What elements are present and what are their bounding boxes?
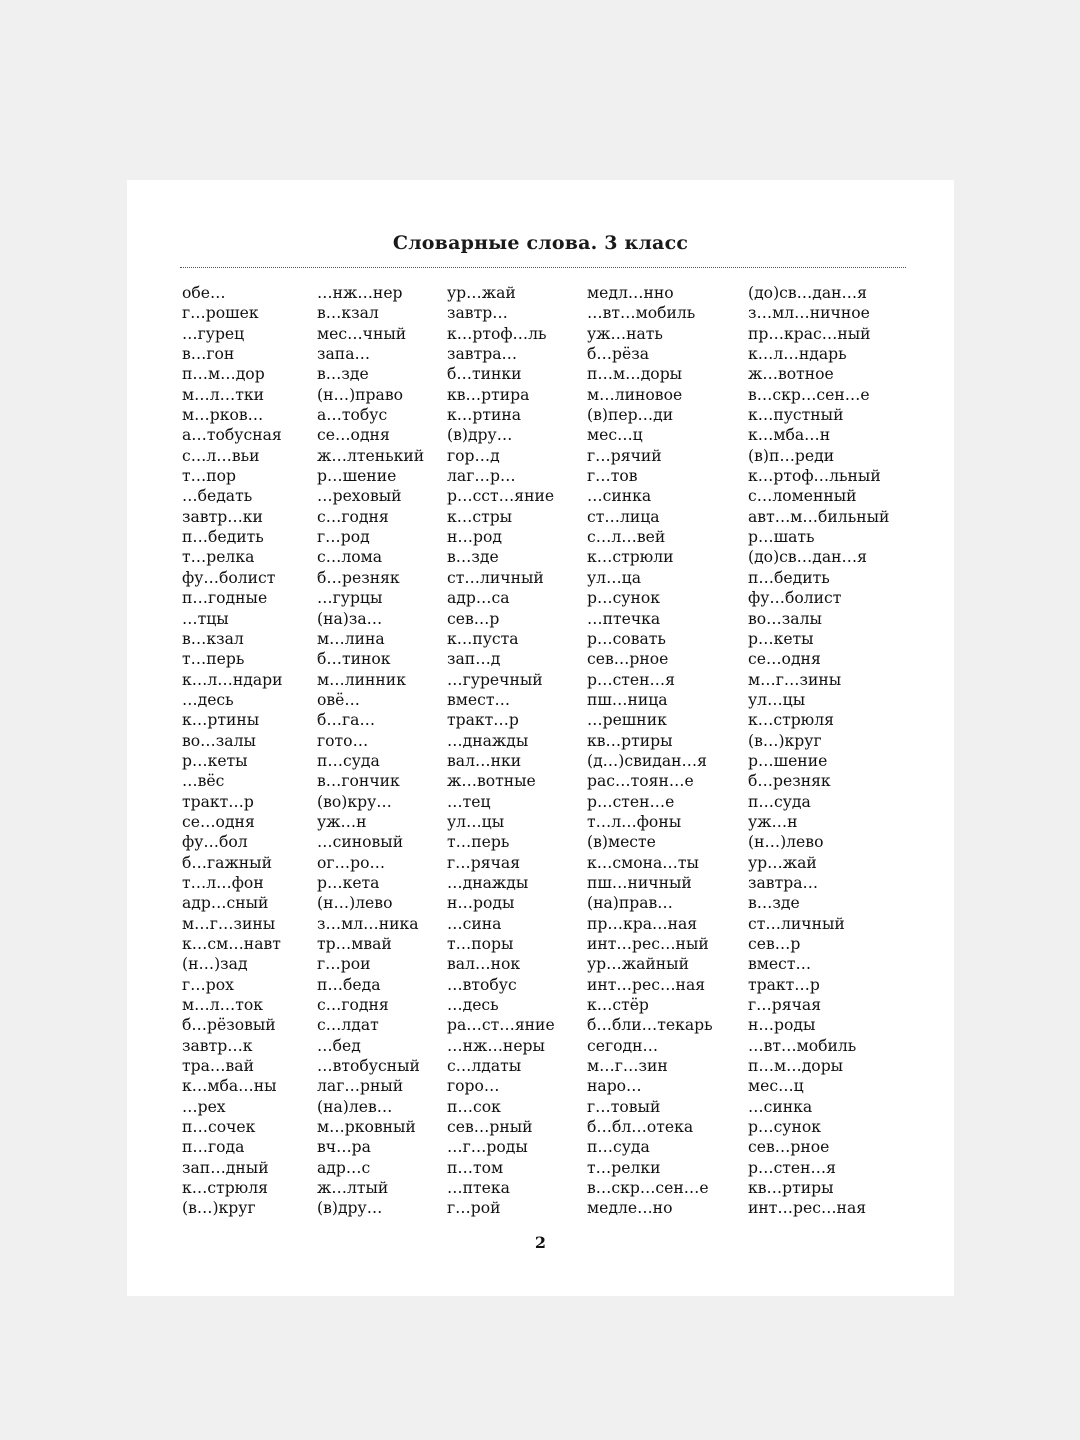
word-item: …днажды (447, 731, 529, 750)
word-item: в…кзал (182, 629, 244, 648)
word-item: п…сок (447, 1097, 501, 1116)
word-item: фу…болист (748, 589, 842, 608)
word-item: р…сунок (587, 589, 661, 608)
word-item: …синка (587, 487, 652, 506)
word-item: р…шать (748, 528, 815, 547)
word-item: …рех (182, 1097, 226, 1116)
word-item: в…кзал (317, 304, 379, 323)
word-item: т…пор (182, 467, 236, 486)
word-item: …решник (587, 711, 667, 730)
word-item: во…залы (748, 609, 822, 628)
word-item: (н…)лево (317, 894, 393, 913)
word-item: фу…болист (182, 568, 276, 587)
word-item: ж…лтенький (317, 446, 425, 465)
word-item: к…смона…ты (587, 853, 699, 872)
word-item: п…том (447, 1158, 504, 1177)
word-item: к…ртоф…ль (447, 324, 547, 343)
word-item: (в…)круг (182, 1199, 256, 1218)
word-item: …гурец (182, 324, 245, 343)
word-item: к…ртина (447, 406, 522, 425)
word-item: з…мл…ничное (748, 304, 870, 323)
word-item: п…суда (587, 1138, 650, 1157)
word-item: се…одня (317, 426, 390, 445)
word-item: ж…вотные (447, 772, 536, 791)
word-item: к…ртины (182, 711, 260, 730)
word-item: р…кеты (748, 629, 814, 648)
word-item: рас…тоян…е (587, 772, 694, 791)
word-item: т…л…фоны (587, 812, 682, 831)
word-item: к…стры (447, 507, 513, 526)
word-item: сев…рное (587, 650, 669, 669)
word-item: зап…д (447, 650, 501, 669)
word-item: ж…лтый (317, 1179, 389, 1198)
word-item: адр…са (447, 589, 510, 608)
word-item: м…г…зины (748, 670, 842, 689)
word-item: с…ломенный (748, 487, 857, 506)
word-item: во…залы (182, 731, 256, 750)
word-item: уж…н (317, 812, 367, 831)
word-item: п…суда (748, 792, 811, 811)
word-item: сев…р (447, 609, 500, 628)
word-item: к…стрюля (748, 711, 835, 730)
word-item: г…рячий (587, 446, 662, 465)
word-item: завтра… (748, 873, 819, 892)
word-item: гор…д (447, 446, 500, 465)
word-column-2 (317, 283, 424, 1219)
word-item: м…л…тки (182, 385, 264, 404)
word-item: п…годные (182, 589, 268, 608)
word-item: пр…крас…ный (748, 324, 871, 343)
word-item: к…см…навт (182, 935, 281, 953)
word-item: м…рковный (317, 1118, 416, 1137)
word-item: …тцы (182, 609, 229, 628)
word-item: кв…ртиры (587, 731, 673, 750)
word-item: лаг…рный (317, 1077, 404, 1096)
word-item: ур…жай (447, 284, 516, 302)
word-item: лаг…р… (447, 467, 516, 486)
word-item: р…кета (317, 873, 380, 892)
word-item: в…гон (182, 345, 235, 364)
word-item: с…годня (317, 996, 389, 1015)
word-column-4 (587, 283, 713, 1219)
word-item: …десь (447, 996, 499, 1015)
word-item: к…стёр (587, 996, 649, 1015)
word-item: б…бли…текарь (587, 1016, 713, 1035)
worksheet-page (127, 180, 954, 1296)
word-item: …гурцы (317, 589, 383, 608)
word-item: г…тов (587, 467, 638, 486)
word-column-3 (447, 283, 555, 1219)
word-item: вмест… (748, 955, 812, 974)
word-item: …реховый (317, 487, 402, 506)
word-item: м…рков… (182, 406, 264, 425)
word-item: б…рёзовый (182, 1016, 276, 1035)
word-item: м…линовое (587, 385, 683, 404)
word-item: (до)св…дан…я (748, 548, 867, 567)
word-item: адр…сный (182, 894, 269, 913)
word-item: кв…ртира (447, 385, 530, 404)
word-item: м…г…зин (587, 1057, 668, 1076)
word-item: к…стрюли (587, 548, 674, 567)
word-item: (в)дру… (317, 1199, 383, 1218)
word-item: …вт…мобиль (587, 304, 696, 323)
word-item: г…рои (317, 955, 371, 974)
word-item: ур…жайный (587, 955, 689, 974)
word-item: (во)кру… (317, 792, 392, 811)
word-item: …сина (447, 914, 502, 933)
word-item: сев…р (748, 935, 801, 953)
word-item: мес…ц (748, 1077, 804, 1096)
word-item: р…стен…я (587, 670, 675, 689)
word-item: т…поры (447, 935, 514, 953)
word-item: р…стен…е (587, 792, 675, 811)
word-item: …г…роды (447, 1138, 528, 1157)
word-item: ж…вотное (748, 365, 834, 384)
word-item: запа… (317, 345, 371, 364)
word-item: (н…)право (317, 385, 403, 404)
word-item: в…зде (317, 365, 369, 384)
word-item: г…рячая (748, 996, 822, 1015)
page-title: Словарные слова. 3 класс (392, 232, 689, 254)
word-item: з…мл…ника (317, 914, 419, 933)
word-item: в…гончик (317, 772, 400, 791)
word-item: к…стрюля (182, 1179, 269, 1198)
word-item: пр…кра…ная (587, 914, 698, 933)
word-item: (на)за… (317, 609, 383, 628)
word-item: …синка (748, 1097, 813, 1116)
word-item: м…лина (317, 629, 385, 648)
dotted-divider (180, 267, 906, 268)
word-item: ул…ца (587, 568, 641, 587)
word-item: в…скр…сен…е (748, 385, 870, 404)
word-item: г…рой (447, 1199, 501, 1218)
word-item: б…тинки (447, 365, 522, 384)
word-item: в…зде (748, 894, 800, 913)
word-item: адр…с (317, 1158, 371, 1177)
word-item: п…беда (317, 975, 381, 994)
word-item: м…линник (317, 670, 406, 689)
word-item: к…л…ндари (182, 670, 283, 689)
word-item: …птечка (587, 609, 661, 628)
word-item: н…роды (748, 1016, 816, 1035)
word-item: т…перь (447, 833, 510, 852)
word-item: медл…нно (587, 284, 674, 302)
word-item: се…одня (748, 650, 821, 669)
word-item: гото… (317, 731, 369, 750)
word-item: (в)пер…ди (587, 406, 674, 425)
word-item: горо… (447, 1077, 500, 1096)
word-item: тракт…р (748, 975, 820, 994)
word-item: м…г…зины (182, 914, 276, 933)
word-item: с…л…вей (587, 528, 666, 547)
word-item: с…лома (317, 548, 383, 567)
word-item: зап…дный (182, 1158, 269, 1177)
word-item: завтр…ки (182, 507, 263, 526)
word-item: п…года (182, 1138, 245, 1157)
word-item: …вт…мобиль (748, 1036, 857, 1055)
word-item: б…рёза (587, 345, 649, 364)
word-item: к…пуста (447, 629, 519, 648)
word-item: п…бедить (748, 568, 830, 587)
word-item: т…релки (587, 1158, 661, 1177)
word-item: б…резняк (317, 568, 400, 587)
word-item: ог…ро… (317, 853, 386, 872)
word-item: ра…ст…яние (447, 1016, 555, 1035)
word-item: с…годня (317, 507, 389, 526)
word-item: медле…но (587, 1199, 673, 1218)
word-item: к…ртоф…льный (748, 467, 881, 486)
word-item: к…пустный (748, 406, 844, 425)
word-item: (н…)лево (748, 833, 824, 852)
word-item: т…релка (182, 548, 255, 567)
word-item: ст…личный (748, 914, 845, 933)
word-item: …птека (447, 1179, 510, 1198)
word-column-5 (748, 283, 889, 1219)
word-item: (на)лев… (317, 1097, 393, 1116)
word-item: (н…)зад (182, 955, 248, 974)
page-number: 2 (534, 1233, 547, 1252)
word-item: г…рох (182, 975, 234, 994)
word-item: н…род (447, 528, 502, 547)
word-item: …втобус (447, 975, 517, 994)
word-item: …тец (447, 792, 491, 811)
word-item: тракт…р (182, 792, 254, 811)
word-item: г…род (317, 528, 370, 547)
word-item: тракт…р (447, 711, 519, 730)
word-item: п…бедить (182, 528, 264, 547)
word-item: б…га… (317, 711, 376, 730)
word-item: в…скр…сен…е (587, 1179, 709, 1198)
word-item: г…рошек (182, 304, 259, 323)
word-item: к…мба…н (748, 426, 831, 445)
word-item: се…одня (182, 812, 255, 831)
word-item: инт…рес…ная (748, 1199, 867, 1218)
word-item: п…суда (317, 751, 380, 770)
word-item: р…сунок (748, 1118, 822, 1137)
word-item: ст…личный (447, 568, 544, 587)
word-item: инт…рес…ный (587, 935, 709, 953)
word-item: б…тинок (317, 650, 391, 669)
word-item: вал…нок (447, 955, 521, 974)
word-item: уж…нать (587, 324, 663, 343)
word-item: сев…рное (748, 1138, 830, 1157)
word-item: инт…рес…ная (587, 975, 706, 994)
word-item: фу…бол (182, 833, 248, 852)
word-item: овё… (317, 690, 360, 709)
word-item: р…совать (587, 629, 666, 648)
word-item: б…резняк (748, 772, 831, 791)
word-item: (в)п…реди (748, 446, 835, 465)
word-item: ст…лица (587, 507, 660, 526)
word-item: …нж…нер (317, 284, 403, 302)
word-item: уж…н (748, 812, 798, 831)
word-item: (до)св…дан…я (748, 284, 867, 302)
word-item: к…мба…ны (182, 1077, 277, 1096)
word-item: р…шение (317, 467, 397, 486)
word-item: …днажды (447, 873, 529, 892)
word-item: п…м…дор (182, 365, 265, 384)
word-item: …гуречный (447, 670, 543, 689)
word-column-1 (182, 283, 283, 1219)
word-item: вч…ра (317, 1138, 371, 1157)
word-item: р…стен…я (748, 1158, 836, 1177)
word-item: г…товый (587, 1097, 661, 1116)
word-item: (в…)круг (748, 731, 822, 750)
word-item: пш…ничный (587, 873, 692, 892)
word-item: т…л…фон (182, 873, 264, 892)
word-item: н…роды (447, 894, 515, 913)
word-item: …нж…неры (447, 1036, 545, 1055)
word-item: п…м…доры (748, 1057, 844, 1076)
word-item: сев…рный (447, 1118, 533, 1137)
word-item: сегодн… (587, 1036, 659, 1055)
word-item: (д…)свидан…я (587, 751, 707, 770)
word-item: р…кеты (182, 751, 248, 770)
word-item: м…л…ток (182, 996, 263, 1015)
word-item: п…м…доры (587, 365, 683, 384)
word-item: мес…ц (587, 426, 643, 445)
word-item: п…сочек (182, 1118, 256, 1137)
word-item: т…перь (182, 650, 245, 669)
word-item: б…бл…отека (587, 1118, 694, 1137)
word-item: мес…чный (317, 324, 407, 343)
word-item: р…сст…яние (447, 487, 555, 506)
word-item: пш…ница (587, 690, 668, 709)
word-item: наро… (587, 1077, 642, 1096)
word-item: а…тобусная (182, 426, 282, 445)
word-item: …бед (317, 1036, 361, 1055)
word-item: тра…вай (182, 1057, 254, 1076)
word-item: обе… (182, 284, 226, 302)
word-item: завтр…к (182, 1036, 253, 1055)
word-item: ул…цы (748, 690, 806, 709)
word-item: кв…ртиры (748, 1179, 834, 1198)
word-item: с…лдаты (447, 1057, 522, 1076)
word-item: вал…нки (447, 751, 522, 770)
word-item: завтра… (447, 345, 518, 364)
word-item: ул…цы (447, 812, 505, 831)
word-item: …синовый (317, 833, 404, 852)
word-item: с…л…вьи (182, 446, 260, 465)
word-item: р…шение (748, 751, 828, 770)
word-item: (в)дру… (447, 426, 513, 445)
word-item: (на)прав… (587, 894, 673, 913)
word-item: …бедать (182, 487, 253, 506)
word-item: ур…жай (748, 853, 817, 872)
word-item: г…рячая (447, 853, 521, 872)
word-item: авт…м…бильный (748, 507, 890, 526)
word-item: в…зде (447, 548, 499, 567)
word-item: …десь (182, 690, 234, 709)
word-item: …вёс (182, 772, 225, 791)
word-item: б…гажный (182, 853, 272, 872)
word-item: вмест… (447, 690, 511, 709)
word-item: с…лдат (317, 1016, 379, 1035)
word-item: (в)месте (587, 833, 656, 852)
word-item: завтр… (447, 304, 508, 323)
word-item: а…тобус (317, 406, 388, 425)
word-item: к…л…ндарь (748, 345, 847, 364)
word-item: …втобусный (317, 1057, 420, 1076)
word-item: тр…мвай (317, 935, 392, 953)
